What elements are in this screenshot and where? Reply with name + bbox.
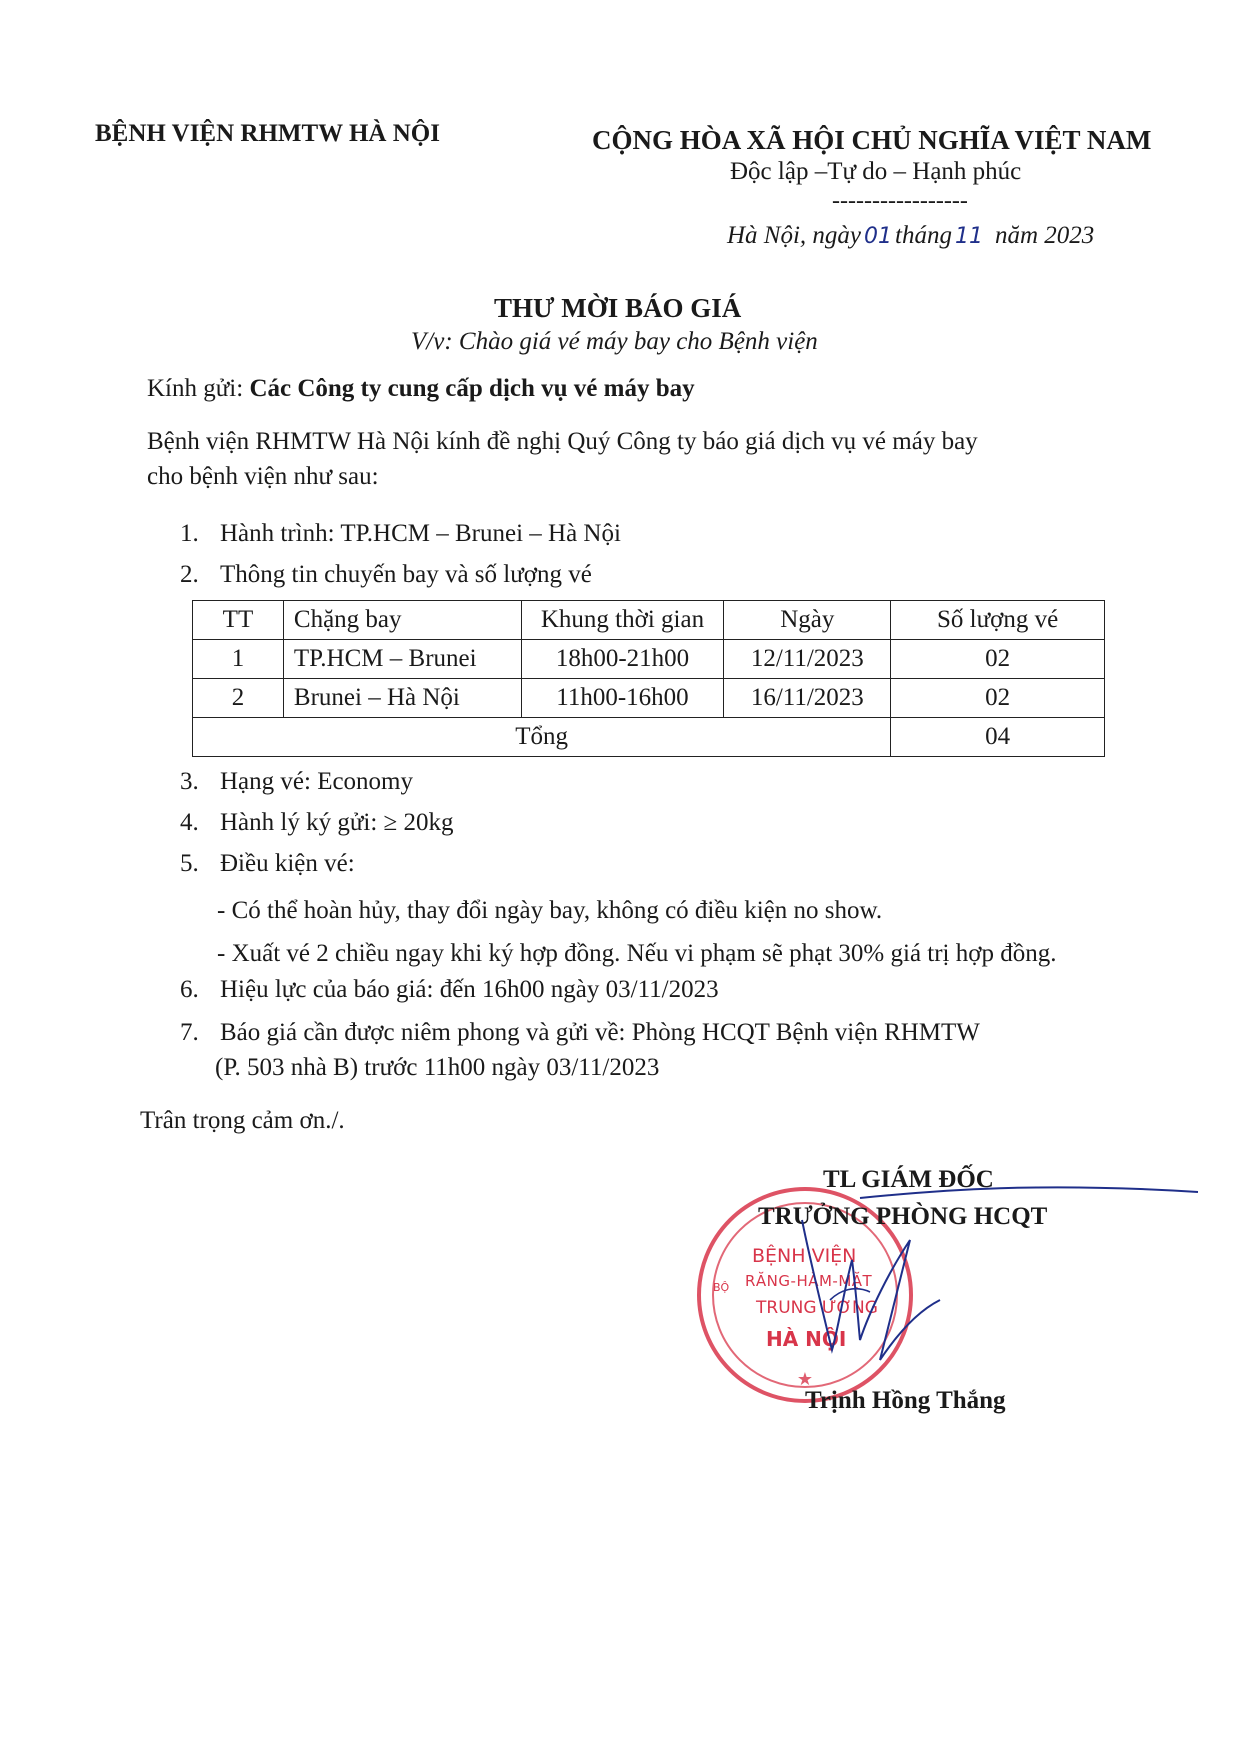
table-cell: 2 bbox=[193, 679, 284, 718]
closing-text: Trân trọng cảm ơn./. bbox=[140, 1107, 345, 1134]
document-date bbox=[727, 222, 1094, 250]
signature-role-2: TRƯỞNG PHÒNG HCQT bbox=[758, 1203, 1048, 1230]
table-total-label: Tổng bbox=[193, 718, 891, 757]
date-suffix: năm 2023 bbox=[994, 222, 1095, 249]
stamp-line-2: RĂNG-HÀM-MẶT bbox=[745, 1272, 873, 1290]
condition-line-2: - Xuất vé 2 chiều ngay khi ký hợp đồng. Nếu vi phạm sẽ phạt 30% giá trị hợp đồng. bbox=[217, 940, 1057, 967]
intro-line-2: cho bệnh viện như sau: bbox=[147, 463, 379, 490]
stamp-line-4: HÀ NỘI bbox=[766, 1327, 847, 1351]
date-day: 01 bbox=[864, 224, 893, 249]
list-item bbox=[180, 1019, 980, 1047]
list-item-text: Thông tin chuyến bay và số lượng vé bbox=[220, 561, 592, 588]
list-item-number: 2. bbox=[180, 561, 199, 588]
table-cell: 16/11/2023 bbox=[724, 679, 891, 718]
list-item-number: 5. bbox=[180, 850, 199, 877]
date-prefix: Hà Nội, ngày bbox=[727, 222, 862, 249]
list-item-number: 4. bbox=[180, 809, 199, 836]
signature-role-1: TL GIÁM ĐỐC bbox=[823, 1166, 994, 1193]
list-item-number: 1. bbox=[180, 520, 199, 547]
list-item bbox=[180, 768, 413, 796]
list-item-text: Hành trình: TP.HCM – Brunei – Hà Nội bbox=[220, 520, 621, 547]
table-total-row bbox=[193, 718, 1105, 757]
table-cell: 02 bbox=[891, 640, 1105, 679]
table-cell: Brunei – Hà Nội bbox=[283, 679, 521, 718]
svg-text:★: ★ bbox=[796, 1369, 814, 1390]
item-7-line-2: (P. 503 nhà B) trước 11h00 ngày 03/11/2023 bbox=[215, 1054, 660, 1081]
list-item bbox=[180, 520, 621, 548]
national-motto: Độc lập –Tự do – Hạnh phúc bbox=[730, 158, 1022, 185]
stamp-line-1: BỆNH VIỆN bbox=[752, 1245, 857, 1267]
list-item-number: 3. bbox=[180, 768, 199, 795]
list-item bbox=[180, 850, 355, 878]
table-cell: TP.HCM – Brunei bbox=[283, 640, 521, 679]
table-header-row bbox=[193, 601, 1105, 640]
recipient-label: Kính gửi: bbox=[147, 375, 244, 402]
table-header-cell: Ngày bbox=[724, 601, 891, 640]
signer-name: Trịnh Hồng Thắng bbox=[805, 1387, 1006, 1414]
intro-line-1: Bệnh viện RHMTW Hà Nội kính đề nghị Quý Công ty báo giá dịch vụ vé máy bay bbox=[147, 428, 978, 455]
table-cell: 1 bbox=[193, 640, 284, 679]
table-row bbox=[193, 640, 1105, 679]
document-subject: V/v: Chào giá vé máy bay cho Bệnh viện bbox=[411, 328, 818, 355]
date-month: 11 bbox=[954, 224, 983, 249]
table-header-cell: TT bbox=[193, 601, 284, 640]
list-item-text: Hạng vé: Economy bbox=[220, 768, 414, 795]
list-item-number: 6. bbox=[180, 976, 199, 1003]
list-item-text: Báo giá cần được niêm phong và gửi về: Phòng HCQT Bệnh viện RHMTW bbox=[220, 1019, 980, 1046]
table-cell: 12/11/2023 bbox=[724, 640, 891, 679]
flight-table bbox=[192, 600, 1105, 757]
country-name: CỘNG HÒA XÃ HỘI CHỦ NGHĨA VIỆT NAM bbox=[592, 125, 1152, 155]
table-row bbox=[193, 679, 1105, 718]
list-item bbox=[180, 561, 592, 589]
table-header-cell: Khung thời gian bbox=[521, 601, 724, 640]
handwritten-signature bbox=[740, 1180, 1200, 1380]
recipient-name: Các Công ty cung cấp dịch vụ vé máy bay bbox=[249, 375, 695, 402]
list-item-text: Hiệu lực của báo giá: đến 16h00 ngày 03/11/2023 bbox=[220, 976, 719, 1003]
list-item-text: Điều kiện vé: bbox=[220, 850, 355, 877]
table-cell: 11h00-16h00 bbox=[521, 679, 724, 718]
table-header-cell: Số lượng vé bbox=[891, 601, 1105, 640]
table-cell: 02 bbox=[891, 679, 1105, 718]
organization-name: BỆNH VIỆN RHMTW HÀ NỘI bbox=[95, 120, 440, 147]
table-cell: 18h00-21h00 bbox=[521, 640, 724, 679]
list-item-text: Hành lý ký gửi: ≥ 20kg bbox=[220, 809, 454, 836]
header-separator: ----------------- bbox=[832, 188, 968, 214]
stamp-line-3: TRUNG ƯƠNG bbox=[756, 1298, 878, 1318]
table-total-value: 04 bbox=[891, 718, 1105, 757]
recipient-line bbox=[147, 375, 695, 403]
condition-line-1: - Có thể hoàn hủy, thay đổi ngày bay, không có điều kiện no show. bbox=[217, 897, 883, 924]
document-title: THƯ MỜI BÁO GIÁ bbox=[494, 293, 742, 323]
list-item-number: 7. bbox=[180, 1019, 199, 1046]
list-item bbox=[180, 809, 454, 837]
list-item bbox=[180, 976, 719, 1004]
date-month-label: tháng bbox=[895, 222, 952, 249]
stamp-ring-text: BỘ bbox=[713, 1281, 730, 1294]
table-header-cell: Chặng bay bbox=[283, 601, 521, 640]
